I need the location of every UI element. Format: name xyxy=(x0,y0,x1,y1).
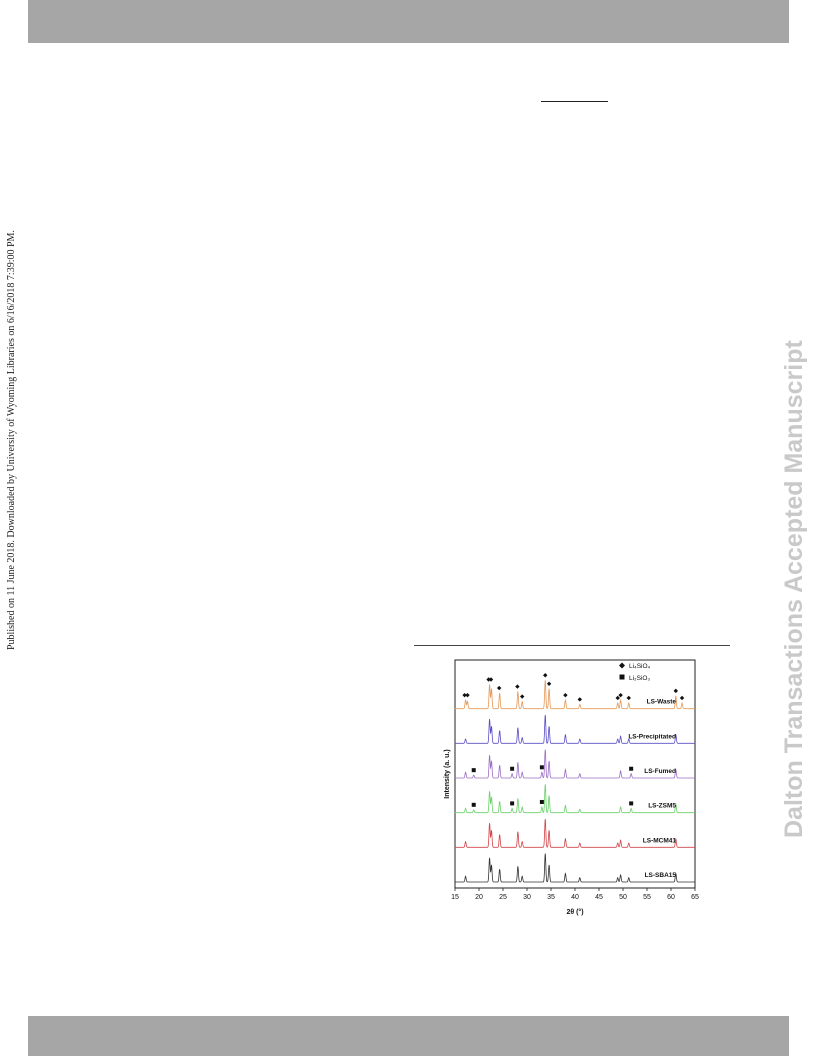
journal-watermark-text: Dalton Transactions Accepted Manuscript xyxy=(780,340,808,838)
series-label-ls-sba15: LS-SBA15 xyxy=(644,872,676,879)
li4sio4-peak-marker xyxy=(563,693,567,697)
xrd-chart xyxy=(440,652,710,922)
li4sio4-peak-marker xyxy=(465,693,469,697)
li2sio3-peak-marker xyxy=(510,767,514,771)
series-label-ls-zsm5: LS-ZSM5 xyxy=(648,802,676,810)
li2sio3-peak-marker xyxy=(472,803,476,807)
x-tick-label: 65 xyxy=(691,894,699,901)
li4sio4-peak-marker xyxy=(680,696,684,700)
plot-layer xyxy=(455,673,695,882)
x-tick-label: 60 xyxy=(667,894,675,901)
legend-square-marker xyxy=(620,675,625,680)
y-axis-label: Intensity (a. u.) xyxy=(444,749,451,799)
li2sio3-peak-marker xyxy=(540,765,544,769)
li4sio4-peak-marker xyxy=(543,673,547,677)
li4sio4-peak-marker xyxy=(578,697,582,701)
x-tick-label: 45 xyxy=(595,894,603,901)
legend-li2sio3-label: Li₂SiO₃ xyxy=(629,675,651,682)
li4sio4-peak-marker xyxy=(515,684,519,688)
x-tick-label: 35 xyxy=(547,894,555,901)
li2sio3-peak-marker xyxy=(629,767,633,771)
series-label-ls-fumed: LS-Fumed xyxy=(644,768,676,775)
x-ticks xyxy=(451,888,699,901)
li4sio4-peak-marker xyxy=(674,689,678,693)
legend-li4sio4-label: Li₄SiO₄ xyxy=(629,663,651,670)
x-tick-label: 55 xyxy=(643,894,651,901)
x-tick-label: 50 xyxy=(619,894,627,901)
li4sio4-peak-marker xyxy=(489,677,493,681)
li4sio4-peak-marker xyxy=(497,686,501,690)
series-label-ls-waste: LS-Waste xyxy=(646,698,676,706)
title-rule xyxy=(541,101,608,102)
x-tick-label: 25 xyxy=(499,894,507,901)
li4sio4-peak-marker xyxy=(520,694,524,698)
footer-bar xyxy=(28,1016,789,1056)
li2sio3-peak-marker xyxy=(510,801,514,805)
x-tick-label: 15 xyxy=(451,894,459,901)
x-axis-label: 2θ (°) xyxy=(566,909,584,916)
publication-note-text: Published on 11 June 2018. Downloaded by University of Wyoming Libraries on 6/16/2018 7:39:00 PM. xyxy=(6,230,17,650)
legend xyxy=(619,663,651,683)
series-label-ls-mcm41: LS-MCM41 xyxy=(642,837,676,845)
legend-diamond-marker xyxy=(619,663,625,669)
li4sio4-peak-marker xyxy=(616,696,620,700)
li2sio3-peak-marker xyxy=(540,800,544,804)
series-label-ls-precipitated: LS-Precipitated xyxy=(628,733,676,741)
x-tick-label: 20 xyxy=(475,894,483,901)
header-bar xyxy=(28,0,789,43)
li2sio3-peak-marker xyxy=(472,768,476,772)
x-tick-label: 40 xyxy=(571,894,579,901)
figure-rule xyxy=(414,645,730,646)
li4sio4-peak-marker xyxy=(618,693,622,697)
x-tick-label: 30 xyxy=(523,894,531,901)
li4sio4-peak-marker xyxy=(627,696,631,700)
li4sio4-peak-marker xyxy=(547,682,551,686)
li2sio3-peak-marker xyxy=(629,801,633,805)
